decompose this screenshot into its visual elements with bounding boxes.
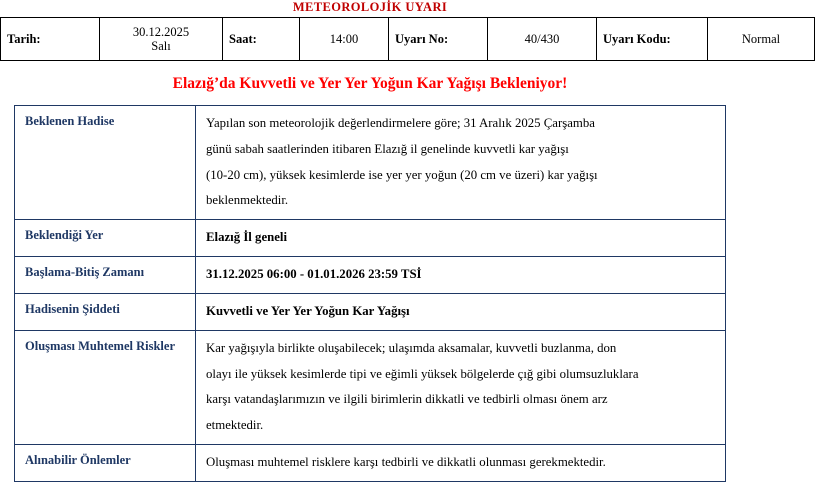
row-value-beklenen-hadise (196, 106, 726, 220)
time-label (223, 18, 300, 61)
table-row (15, 257, 726, 294)
time-label-text: Saat: (229, 31, 257, 46)
table-row (15, 293, 726, 330)
paragraph-line: günü sabah saatlerinden itibaren Elazığ il genelinde kuvvetli kar yağışı (206, 141, 569, 156)
warning-code-label (597, 18, 708, 61)
table-row (1, 18, 815, 61)
paragraph-line: Yapılan son meteorolojik değerlendirmelere göre; 31 Aralık 2025 Çarşamba (206, 116, 595, 130)
table-row (15, 220, 726, 257)
row-value-hadisenin-siddeti: Kuvvetli ve Yer Yer Yoğun Kar Yağışı (196, 293, 726, 330)
row-value-alinabilir-onlemler: Oluşması muhtemel risklere karşı tedbirli ve dikkatli olunması gerekmektedir. (196, 445, 726, 482)
paragraph-line: karşı vatandaşlarımızın ve ilgili birimlerin dikkatli ve tedbirli olması önem arz (206, 392, 608, 407)
date-label-text: Tarih: (7, 31, 41, 46)
row-value-beklendigi-yer: Elazığ İl geneli (196, 220, 726, 257)
warning-info-table (0, 17, 815, 61)
row-key-hadisenin-siddeti: Hadisenin Şiddeti (15, 293, 196, 330)
paragraph-line: Kar yağışıyla birlikte oluşabilecek; ulaşımda aksamalar, kuvvetli buzlanma, don (206, 340, 617, 355)
date-value-line2: Salı (151, 39, 171, 53)
date-label (1, 18, 100, 61)
paragraph-line: olayı ile yüksek kesimlerde tipi ve eğimli yüksek bölgelerde çığ gibi olumsuzluklara (206, 366, 639, 381)
document-heading: METEOROLOJİK UYARI (292, 0, 448, 14)
row-key-olusmasi-muhtemel-riskler: Oluşması Muhtemel Riskler (15, 330, 196, 444)
warning-no-value: 40/430 (488, 18, 597, 61)
row-key-alinabilir-onlemler: Alınabilir Önlemler (15, 445, 196, 482)
alert-title: Elazığ’da Kuvvetli ve Yer Yer Yoğun Kar Yağışı Bekleniyor! (172, 75, 568, 92)
warning-no-label (389, 18, 488, 61)
warning-code-label-text: Uyarı Kodu: (603, 31, 671, 46)
paragraph-line: (10-20 cm), yüksek kesimlerde ise yer yer yoğun (20 cm ve üzeri) kar yağışı (206, 167, 598, 182)
warning-no-label-text: Uyarı No: (395, 31, 449, 46)
row-key-beklendigi-yer: Beklendiği Yer (15, 220, 196, 257)
table-row (15, 445, 726, 482)
table-row (15, 106, 726, 220)
warning-details-table (14, 105, 726, 482)
warning-code-value: Normal (708, 18, 815, 61)
paragraph-line: etmektedir. (206, 418, 264, 433)
paragraph-line: beklenmektedir. (206, 193, 289, 208)
row-value-olusmasi-muhtemel-riskler (196, 330, 726, 444)
row-key-beklenen-hadise: Beklenen Hadise (15, 106, 196, 220)
date-value-line1: 30.12.2025 (132, 24, 190, 39)
row-key-baslama-bitis-zamani: Başlama-Bitiş Zamanı (15, 257, 196, 294)
table-row (15, 330, 726, 444)
time-value: 14:00 (300, 18, 389, 61)
row-value-baslama-bitis-zamani: 31.12.2025 06:00 - 01.01.2026 23:59 TSİ (196, 257, 726, 294)
date-value (100, 18, 223, 61)
